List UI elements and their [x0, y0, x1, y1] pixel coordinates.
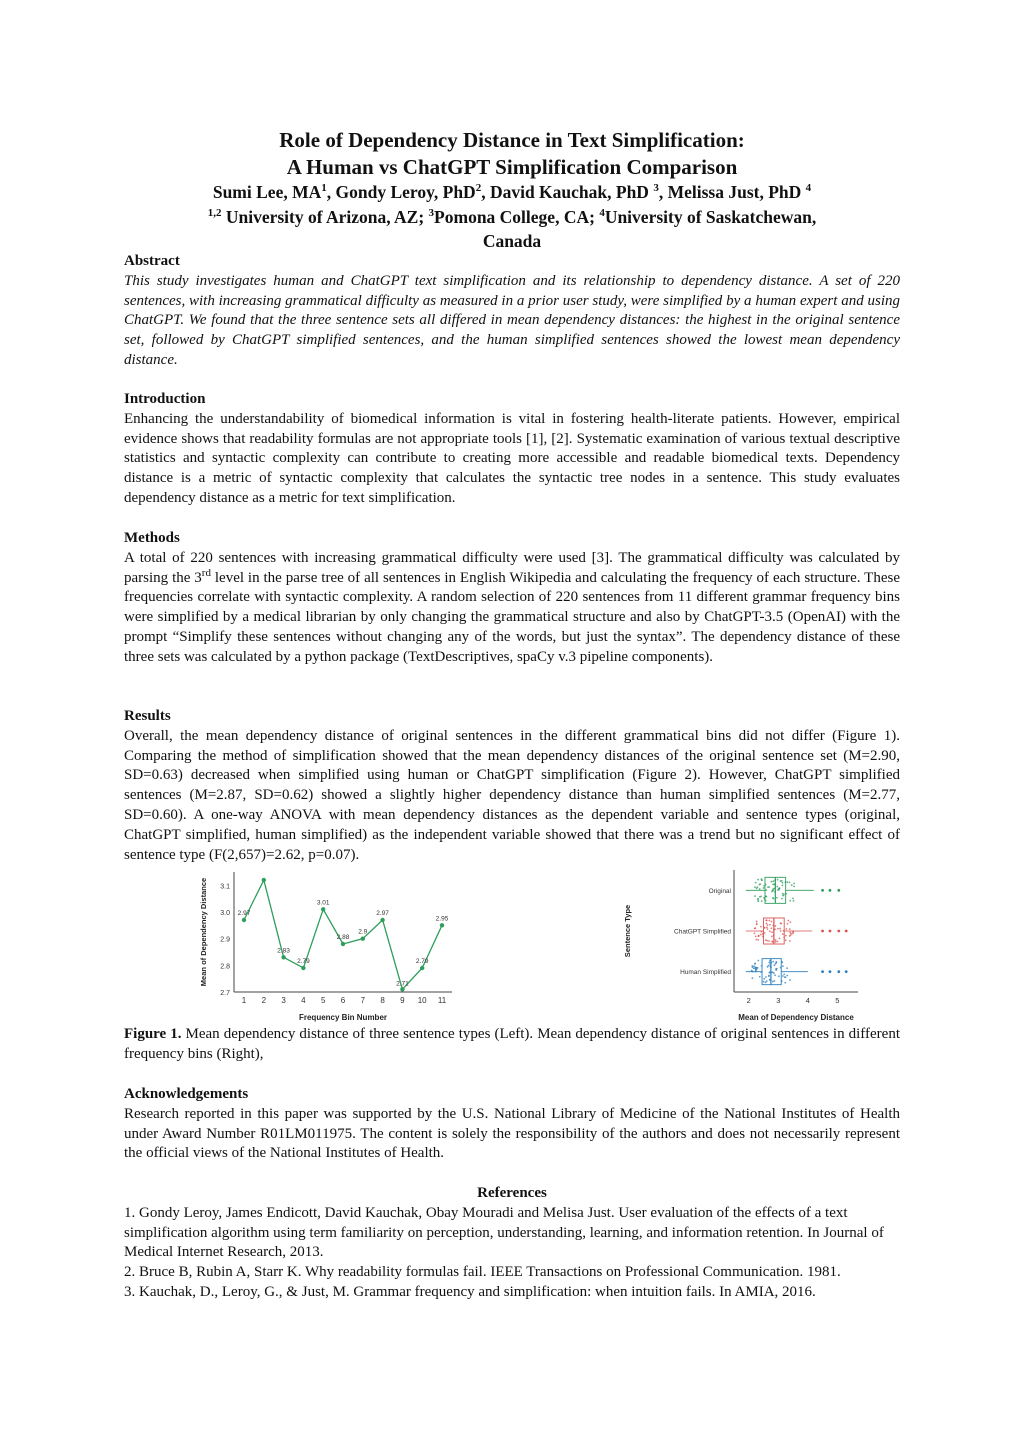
- strip-point: [790, 933, 792, 935]
- strip-point: [763, 981, 765, 983]
- author-1-sup: 1: [321, 182, 327, 195]
- data-point: [301, 966, 305, 970]
- strip-point: [770, 881, 772, 883]
- strip-point: [751, 977, 753, 979]
- affil-1-sup: 1,2: [207, 207, 222, 220]
- strip-point: [754, 928, 756, 930]
- affil-3: University of Saskatchewan,: [604, 207, 817, 227]
- data-label: 2.79: [415, 958, 429, 965]
- paper-title-line2: A Human vs ChatGPT Simplification Comparison: [286, 155, 738, 179]
- category-label: ChatGPT Simplified: [674, 928, 731, 936]
- x-tick-label: 8: [380, 996, 385, 1005]
- x-tick-label: 7: [360, 996, 366, 1005]
- data-label: 2.79: [297, 958, 310, 965]
- data-point: [262, 878, 266, 882]
- strip-point: [768, 972, 770, 974]
- strip-point: [775, 963, 777, 965]
- data-point: [400, 987, 404, 991]
- strip-point: [774, 964, 776, 966]
- strip-point: [755, 939, 757, 941]
- strip-point: [755, 936, 757, 938]
- strip-point: [785, 928, 787, 930]
- strip-point: [755, 967, 757, 969]
- strip-point: [773, 898, 775, 900]
- y-tick-label: 2.7: [220, 990, 230, 997]
- strip-point: [778, 975, 780, 977]
- strip-point: [766, 920, 768, 922]
- x-tick-label: 2: [261, 996, 267, 1005]
- author-2: , Gondy Leroy, PhD: [326, 182, 476, 202]
- outlier-point: [829, 889, 832, 892]
- strip-point: [782, 933, 784, 935]
- strip-point: [775, 961, 777, 963]
- strip-point: [789, 979, 791, 981]
- data-label: 2.88: [336, 934, 350, 941]
- affiliations: [124, 205, 900, 253]
- strip-point: [792, 897, 794, 899]
- x-tick-label: 10: [417, 996, 427, 1005]
- affil-1: University of Arizona, AZ;: [221, 207, 429, 227]
- strip-point: [769, 924, 771, 926]
- strip-point: [755, 882, 757, 884]
- author-3-sup: 3: [653, 182, 659, 195]
- strip-point: [785, 935, 787, 937]
- strip-point: [789, 882, 791, 884]
- strip-point: [767, 966, 769, 968]
- strip-point: [781, 898, 783, 900]
- strip-point: [768, 975, 770, 977]
- abstract-text: This study investigates human and ChatGPT text simplification and its relationship to dependency distance. A set of 220 sentences, with increasing grammatical difficulty as measured in a prior user study, were simplified by a human expert and using ChatGPT. We found that the three sentence sets all differed in mean dependency distances: the highest in the original sentence set, followed by ChatGPT simplified sentences, and the human simplified sentences showed the lowest mean dependency distance.: [124, 272, 900, 368]
- strip-point: [791, 884, 793, 886]
- strip-point: [793, 886, 795, 888]
- strip-point: [785, 976, 787, 978]
- strip-point: [783, 894, 785, 896]
- references-section: [124, 1184, 900, 1303]
- data-label: 3.01: [316, 899, 330, 907]
- strip-point: [775, 941, 777, 943]
- outlier-point: [845, 930, 848, 933]
- strip-point: [755, 970, 757, 972]
- strip-point: [759, 888, 761, 890]
- outlier-point: [821, 889, 824, 892]
- introduction-text: Enhancing the understandability of biomedical information is vital in fostering health-literate patients. However, empirical evidence shows that readability formulas are not appropriate tools [1], [2]. Systematic examination of various textual descriptive statistics and syntactic complexity can contribute to creating more accessible and readable biomedical texts. Dependency distance is a metric of syntactic complexity that calculates the syntactic tree nodes in a sentence. This study evaluates dependency distance as a metric for text simplification.: [124, 410, 900, 506]
- x-tick-label: 1: [241, 996, 247, 1005]
- affil-2: Pomona College, CA;: [434, 207, 600, 227]
- strip-point: [756, 920, 758, 922]
- outlier-point: [821, 970, 824, 973]
- data-point: [321, 907, 325, 911]
- acknowledgements-text: Research reported in this paper was supported by the U.S. National Library of Medicine of the National Institutes of Health under Award Number R01LM011975. The content is solely the responsibility of the authors and does not necessarily represent the official views of the National Institutes of Health.: [124, 1105, 900, 1162]
- strip-point: [789, 921, 791, 923]
- results-section: [124, 707, 900, 865]
- strip-point: [767, 928, 769, 930]
- strip-point: [780, 930, 782, 932]
- references-heading: References: [477, 1185, 547, 1201]
- strip-point: [754, 886, 756, 888]
- figure-caption-label: Figure 1.: [124, 1026, 182, 1042]
- outlier-point: [845, 970, 848, 973]
- methods-sup: rd: [201, 566, 211, 579]
- data-label: 2.97: [237, 910, 251, 917]
- data-label: 2.95: [435, 915, 449, 923]
- strip-point: [786, 975, 788, 977]
- results-heading: Results: [124, 708, 171, 724]
- data-label: 2.97: [376, 910, 389, 917]
- methods-heading: Methods: [124, 530, 180, 546]
- strip-point: [772, 941, 774, 943]
- strip-point: [757, 939, 759, 941]
- paper-title-line1: Role of Dependency Distance in Text Simplification:: [279, 128, 745, 152]
- strip-point: [765, 981, 767, 983]
- data-point: [440, 923, 444, 927]
- strip-point: [774, 925, 776, 927]
- line-chart: [196, 866, 462, 1024]
- author-2-sup: 2: [475, 182, 482, 195]
- strip-point: [785, 939, 787, 941]
- acknowledgements-section: [124, 1085, 900, 1164]
- data-label: 2.9: [358, 928, 368, 936]
- y-tick-label: 3.1: [220, 883, 230, 891]
- strip-point: [783, 973, 785, 975]
- methods-text-b: level in the parse tree of all sentences in English Wikipedia and calculating the frequency of each structure. These frequencies correlate with syntactic complexity. A random selection of 220 sentences from 11 different grammar frequency bins were simplified by a medical librarian by only changing the grammatical structure and also by ChatGPT-3.5 (OpenAI) with the prompt “Simplify these sentences without changing any of the words, but just the syntax”. The dependency distance of these three sets was calculated by a python package (TextDescriptives, spaCy v.3 pipeline components).: [124, 569, 900, 665]
- strip-point: [761, 878, 763, 880]
- data-label: 2.71: [396, 980, 409, 988]
- x-tick-label: 5: [835, 996, 840, 1005]
- strip-point: [766, 922, 768, 924]
- data-point: [242, 918, 246, 922]
- data-point: [420, 966, 424, 970]
- acknowledgements-heading: Acknowledgements: [124, 1086, 249, 1102]
- strip-point: [780, 880, 782, 882]
- strip-point: [789, 935, 791, 937]
- strip-point: [774, 980, 776, 982]
- methods-text-a: A total of 220 sentences with increasing grammatical difficulty were used [3]. The grammatical difficulty was calculated by parsing the 3: [124, 549, 900, 586]
- abstract-section: [124, 252, 900, 371]
- category-label: Human Simplified: [680, 969, 731, 977]
- y-tick-label: 2.8: [220, 963, 230, 971]
- strip-point: [777, 928, 779, 930]
- strip-point: [754, 932, 756, 934]
- strip-point: [774, 974, 776, 976]
- outlier-point: [837, 889, 840, 892]
- strip-point: [793, 900, 795, 902]
- strip-point: [756, 886, 758, 888]
- strip-point: [786, 881, 788, 883]
- strip-point: [787, 923, 789, 925]
- strip-point: [768, 940, 770, 942]
- strip-point: [780, 923, 782, 925]
- strip-point: [789, 940, 791, 942]
- data-point: [341, 942, 345, 946]
- figure-caption: [124, 1025, 900, 1065]
- author-list: [124, 180, 900, 204]
- strip-point: [763, 978, 765, 980]
- strip-point: [765, 976, 767, 978]
- x-tick-label: 11: [437, 996, 447, 1005]
- reference-item: 3. Kauchak, D., Leroy, G., & Just, M. Grammar frequency and simplification: when intuition fails. In AMIA, 2016.: [124, 1283, 816, 1300]
- strip-point: [777, 940, 779, 942]
- strip-point: [765, 939, 767, 941]
- strip-point: [793, 882, 795, 884]
- strip-point: [756, 924, 758, 926]
- strip-point: [771, 931, 773, 933]
- category-label: Original: [708, 887, 731, 895]
- strip-point: [776, 897, 778, 899]
- x-tick-label: 6: [340, 996, 346, 1005]
- strip-point: [779, 937, 781, 939]
- strip-point: [763, 887, 765, 889]
- introduction-heading: Introduction: [124, 391, 206, 407]
- strip-point: [757, 960, 759, 962]
- outlier-point: [829, 970, 832, 973]
- x-tick-label: 4: [805, 996, 810, 1005]
- strip-point: [772, 880, 774, 882]
- strip-point: [782, 882, 784, 884]
- strip-point: [772, 981, 774, 983]
- strip-point: [759, 976, 761, 978]
- outlier-point: [821, 930, 824, 933]
- x-tick-label: 4: [301, 996, 306, 1005]
- y-tick-label: 2.9: [220, 936, 230, 944]
- strip-point: [764, 932, 766, 934]
- strip-point: [770, 921, 772, 923]
- strip-point: [779, 928, 781, 930]
- author-1: Sumi Lee, MA: [212, 182, 322, 202]
- strip-point: [765, 889, 767, 891]
- x-axis-title: Mean of Dependency Distance: [738, 1013, 854, 1022]
- strip-point: [789, 928, 791, 930]
- strip-point: [757, 900, 759, 902]
- strip-point: [782, 885, 784, 887]
- x-tick-label: 5: [320, 996, 326, 1005]
- strip-point: [768, 962, 770, 964]
- strip-point: [767, 924, 769, 926]
- strip-point: [753, 965, 755, 967]
- reference-item: 2. Bruce B, Rubin A, Starr K. Why readability formulas fail. IEEE Transactions on Professional Communication. 1981.: [124, 1264, 841, 1281]
- affil-3-country: Canada: [482, 231, 542, 251]
- results-text: Overall, the mean dependency distance of original sentences in the different grammatical bins did not differ (Figure 1). Comparing the method of simplification showed that the mean dependency distances of the original sentence set (M=2.90, SD=0.63) decreased when simplified using human or ChatGPT simplification (Figure 2). However, ChatGPT simplified sentences (M=2.87, SD=0.62) showed a slightly higher dependency distance than human simplified sentences (M=2.77, SD=0.60). A one-way ANOVA with mean dependency distances as the dependent variable and sentence types (original, ChatGPT simplified, human simplified) as the independent variable showed that there was a trend but no significant effect of sentence type (F(2,657)=2.62, p=0.07).: [124, 727, 900, 863]
- strip-point: [760, 934, 762, 936]
- strip-point: [770, 927, 772, 929]
- strip-point: [759, 883, 761, 885]
- figure-caption-text: Mean dependency distance of three sentence types (Left). Mean dependency distance of original sentences in different frequency bins (Right),: [124, 1026, 900, 1062]
- strip-point: [768, 920, 770, 922]
- strip-point: [777, 879, 779, 881]
- strip-point: [758, 935, 760, 937]
- author-4-sup: 4: [805, 182, 812, 195]
- reference-item: 1. Gondy Leroy, James Endicott, David Kauchak, Obay Mouradi and Melisa Just. User evaluation of the effects of a text simplification algorithm using term familiarity on perception, understanding, learning, and information retention. In Journal of Medical Internet Research, 2013.: [124, 1204, 884, 1261]
- methods-section: [124, 529, 900, 668]
- x-tick-label: 3: [281, 996, 286, 1005]
- strip-point: [776, 886, 778, 888]
- data-point: [361, 936, 365, 940]
- strip-point: [761, 900, 763, 902]
- strip-point: [787, 920, 789, 922]
- outlier-point: [837, 970, 840, 973]
- x-axis-title: Frequency Bin Number: [298, 1013, 388, 1022]
- strip-point: [757, 879, 759, 881]
- affil-2-sup: 3: [428, 207, 435, 220]
- x-tick-label: 2: [746, 996, 751, 1005]
- y-tick-label: 3.0: [220, 910, 230, 917]
- strip-point: [792, 933, 794, 935]
- data-point: [380, 918, 384, 922]
- outlier-point: [829, 930, 832, 933]
- strip-point: [772, 961, 774, 963]
- outlier-point: [837, 930, 840, 933]
- introduction-section: [124, 390, 900, 509]
- strip-point: [789, 900, 791, 902]
- affil-3-sup: 4: [599, 207, 605, 220]
- strip-point: [778, 889, 780, 891]
- strip-point: [782, 965, 784, 967]
- author-4: , Melissa Just, PhD: [658, 182, 806, 202]
- author-3: , David Kauchak, PhD: [481, 182, 654, 202]
- strip-point: [782, 975, 784, 977]
- x-tick-label: 9: [400, 996, 405, 1005]
- strip-point: [751, 965, 753, 967]
- data-point: [281, 955, 285, 959]
- strip-point: [775, 969, 777, 971]
- strip-point: [754, 963, 756, 965]
- strip-point: [759, 896, 761, 898]
- strip-point: [784, 982, 786, 984]
- strip-point: [767, 886, 769, 888]
- strip-point: [766, 926, 768, 928]
- abstract-heading: Abstract: [124, 253, 180, 269]
- strip-point: [771, 935, 773, 937]
- strip-point: [754, 895, 756, 897]
- x-tick-label: 3: [776, 996, 781, 1005]
- y-axis-title: Sentence Type: [623, 904, 632, 958]
- strip-point: [769, 930, 771, 932]
- strip-point: [775, 939, 777, 941]
- methods-text: [124, 549, 900, 668]
- y-axis-title: Mean of Dependency Distance: [199, 877, 208, 987]
- strip-point: [760, 926, 762, 928]
- data-label: 2.83: [277, 947, 290, 955]
- strip-point: [786, 967, 788, 969]
- box-chart: [622, 866, 862, 1024]
